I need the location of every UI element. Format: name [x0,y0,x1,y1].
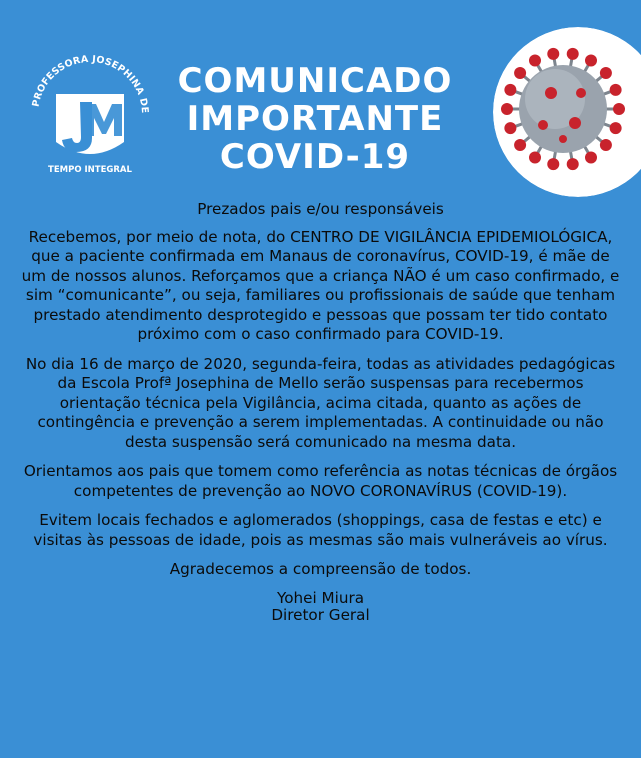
signature-name: Yohei Miura [276,588,365,607]
coronavirus-icon [493,27,641,197]
virus-spike-tip [600,67,612,79]
virus-spike-tip [585,55,597,67]
thanks: Agradecemos a compreensão de todos. [169,560,472,578]
virus-spike-tip [600,139,612,151]
logo-arc-text: PROFESSORA JOSEPHINA DE [30,53,151,114]
logo-monogram: JM [89,126,91,127]
signature [20,590,621,624]
title-line-2: IMPORTANTE [186,99,444,139]
virus-spike-tip [514,139,526,151]
virus-spike-tip [585,151,597,163]
virus-spike-tip [529,55,541,67]
signature-role: Diretor Geral [271,605,370,624]
paragraph-4: Evitem locais fechados e aglomerados (shoppings, casa de festas e etc) e visitas às pessoas de idade, pois as mesmas são mais vulneráveis ao vírus. [33,511,608,549]
virus-spike-tip [501,103,513,115]
virus-spike-tip [613,103,625,115]
virus-spike-tip [610,122,622,134]
virus-spike-tip [504,84,516,96]
coronavirus-image [493,27,641,197]
logo-tagline: TEMPO INTEGRAL [48,165,132,175]
communique-body [20,200,621,624]
page-title [150,62,480,176]
virus-spike-tip [547,48,559,60]
paragraph-1: Recebemos, por meio de nota, do CENTRO DE VIGILÂNCIA EPIDEMIOLÓGICA, que a paciente confirmada em Manaus de coronavírus, COVID-19, é mãe de um de nossos alunos. Reforçamos que a criança NÃO é um caso confirmado, e sim “comunicante”, ou seja, familiares ou profissionais de saúde que tenham prestado atendimento desprotegido e pessoas que possam ter tido contato próximo com o caso confirmado para COVID-19. [21,227,620,343]
virus-spike-tip [567,48,579,60]
title-line-1: COMUNICADO [177,61,453,101]
greeting: Prezados pais e/ou responsáveis [197,200,444,218]
virus-spike-tip [529,151,541,163]
title-line-3: COVID-19 [219,137,411,177]
virus-spike-tip [610,84,622,96]
virus-spike-tip [567,158,579,170]
paragraph-2: No dia 16 de março de 2020, segunda-feira, todas as atividades pedagógicas da Escola Profª Josephina de Mello serão suspensas para recebermos orientação técnica pela Vigilância, acima citada, quanto as ações de contingência e prevenção a serem implementadas. A continuidade ou não desta suspensão será comunicado na mesma data. [25,354,616,451]
paragraph-3: Orientamos aos pais que tomem como referência as notas técnicas de órgãos competentes de prevenção ao NOVO CORONAVÍRUS (COVID-19). [23,462,618,500]
virus-spike-tip [504,122,516,134]
virus-spike-tip [547,158,559,170]
school-logo [20,42,160,182]
virus-spike-tip [514,67,526,79]
